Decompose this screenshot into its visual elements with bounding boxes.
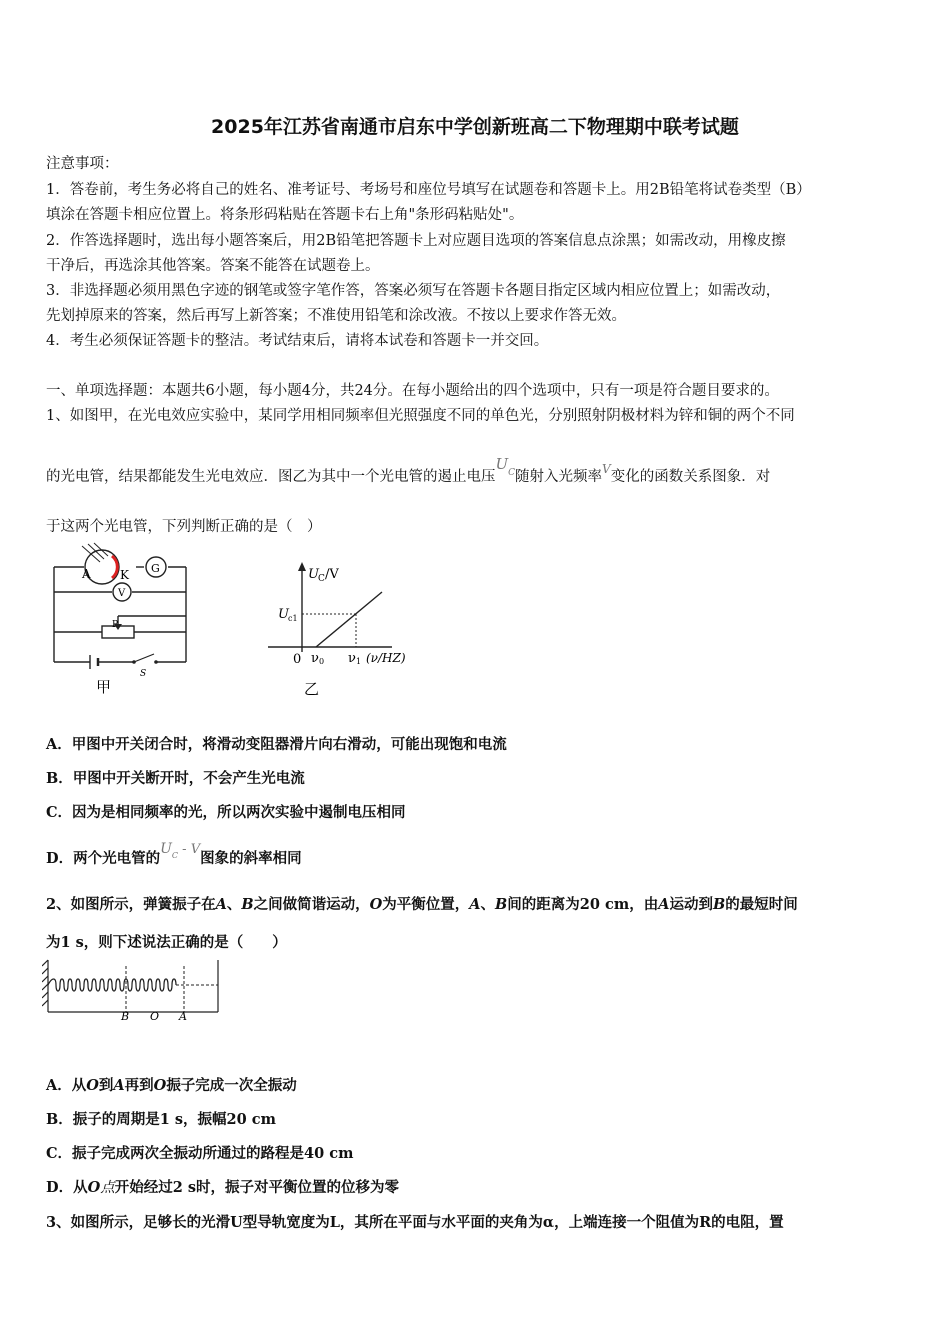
q1-option-c-text: C．因为是相同频率的光，所以两次实验中遏制电压相同 [46,804,406,821]
q2-var: A [215,896,227,913]
symbol-v: V [602,462,611,476]
q2-var: A [469,896,481,913]
wall-hatch [42,976,48,982]
uc-line [316,592,382,647]
q2-var: B [712,896,726,913]
q1-option-d-symbol-u: U [160,841,172,857]
q2-option-d-text: D．从 [46,1179,88,1196]
uc-frequency-graph [262,560,422,700]
caption-yi: 乙 [304,680,320,698]
v1-label-sub: 1 [356,657,362,666]
q2-option-d [46,1176,399,1197]
section-heading: 一、单项选择题：本题共6小题，每小题4分，共24分。在每小题给出的四个选项中，只有一项是符合题目要求的。 [46,383,779,399]
q2-text: 的最短时间 [725,896,798,913]
label-k: K [120,568,129,582]
y-arrow [298,562,306,571]
q2-text: 2、如图所示，弹簧振子在 [46,896,216,913]
q2-option-a-text: 再到 [124,1077,154,1094]
q1-line-3: 于这两个光电管，下列判断正确的是（ ） [46,519,322,535]
q1-option-b [46,767,305,788]
position-o-label: O [150,1010,160,1020]
wall-hatch [42,960,48,966]
q2-option-d-text: 开始经过2 s时，振子对平衡位置的位移为零 [114,1179,400,1196]
uc1-label: U [278,607,289,622]
notice-line-6: 先划掉原来的答案，然后再写上新答案；不准使用铅笔和涂改液。不按以上要求作答无效。 [46,308,626,324]
q1-option-d-text-b: 图象的斜率相同 [200,850,302,867]
q2-line-1 [46,893,798,914]
q2-text: 、 [226,896,242,913]
notice-line-3: 2．作答选择题时，选出每小题答案后，用2B铅笔把答题卡上对应题目选项的答案信息点涂黑；如需改动，用橡皮擦 [46,233,786,249]
wall-hatch [42,1000,48,1006]
q2-option-c: C．振子完成两次全振动所通过的路程是40 cm [46,1145,354,1162]
position-b-label: B [121,1010,130,1020]
q2-option-d-text-italic: 点 [100,1180,115,1196]
q1-line-1: 1、如图甲，在光电效应实验中，某同学用相同频率但光照强度不同的单色光，分别照射阴极材料为锌和铜的两个不同 [46,408,795,424]
v1-label: ν [348,651,356,666]
q1-option-a [46,733,507,754]
circuit-diagram [44,542,194,702]
notice-line-1: 1．答卷前，考生务必将自己的姓名、准考证号、考场号和座位号填写在试题卷和答题卡上。用2B铅笔将试卷类型（B） [46,182,811,198]
wall-hatch [42,984,48,990]
y-axis-label: U [308,567,319,582]
label-p: P [112,620,119,630]
q2-var: A [658,896,670,913]
notice-heading: 注意事项： [46,156,119,172]
q2-text: 运动到 [669,896,713,913]
q2-option-a-text: A．从 [46,1077,87,1094]
q2-text: 间的距离为20 cm，由 [507,896,659,913]
y-axis-unit: /V [325,567,339,582]
q1-option-b-text: B．甲图中开关断开时，不会产生光电流 [46,770,305,787]
q1-option-d-symbol-v: V [190,842,201,857]
q3-line-1: 3、如图所示，足够长的光滑U型导轨宽度为L，其所在平面与水平面的夹角为α，上端连接一个阻值为R的电阻，置 [46,1214,784,1231]
q1-option-a-text: A．甲图中开关闭合时，将滑动变阻器滑片向右滑动，可能出现饱和电流 [46,736,507,753]
q2-var: B [241,896,254,913]
label-g: G [151,562,160,575]
y-axis-label-sub: C [318,574,325,584]
q1-option-d-text-a: D．两个光电管的 [46,850,161,867]
q2-line-2: 为1 s，则下述说法正确的是（ ） [46,934,287,951]
notice-line-7: 4．考生必须保证答题卡的整洁。考试结束后，请将本试卷和答题卡一并交回。 [46,333,549,349]
notice-line-5: 3．非选择题必须用黑色字迹的钢笔或签字笔作答，答案必须写在答题卡各题目指定区域内相应位置上；如需改动， [46,283,781,299]
q2-text: 为平衡位置， [382,896,470,913]
label-s: S [140,669,147,679]
position-a-label: A [179,1010,187,1020]
v0-label: ν [311,651,319,666]
switch-contact [154,660,158,664]
q2-option-b: B．振子的周期是1 s，振幅20 cm [46,1111,276,1128]
q2-var: O [369,896,383,913]
q1-option-d-symbol-sub: C [171,851,179,860]
q1-line-2-text-a: 的光电管，结果都能发生光电效应．图乙为其中一个光电管的遏止电压 [46,469,496,485]
notice-line-2: 填涂在答题卡相应位置上。将条形码粘贴在答题卡右上角"条形码粘贴处"。 [46,207,524,223]
q1-option-d [46,841,302,868]
label-v: V [118,588,126,599]
notice-line-4: 干净后，再选涂其他答案。答案不能答在试题卷上。 [46,258,380,274]
page-title: 2025年江苏省南通市启东中学创新班高二下物理期中联考试题 [211,116,739,138]
q1-line-2-text-b: 随射入光频率 [515,469,603,485]
wall-hatch [42,968,48,974]
spring-oscillator-diagram [42,958,224,1020]
q2-option-d-var: O [87,1179,101,1196]
q2-var: B [495,896,508,913]
label-a: A [82,567,91,581]
q2-option-a-var: A [113,1077,125,1094]
uc1-label-sub: c1 [288,614,298,623]
x-axis-unit: (ν/HZ) [366,651,406,665]
q1-line-2 [46,455,771,486]
symbol-uc: U [495,455,509,473]
q1-line-2-text-c: 变化的函数关系图象．对 [610,469,771,485]
q2-text: 、 [480,896,496,913]
q1-option-c [46,801,406,822]
v0-label-sub: 0 [319,657,325,666]
switch-lever [134,654,154,662]
caption-jia: 甲 [96,678,112,696]
q2-option-a-text: 振子完成一次全振动 [166,1077,297,1094]
spring [48,979,176,991]
q2-option-a-text: 到 [98,1077,114,1094]
q2-option-a-var: O [153,1077,167,1094]
symbol-uc-sub: C [508,468,516,478]
origin-label: 0 [293,652,302,667]
q2-option-a [46,1074,297,1095]
wall-hatch [42,992,48,998]
q1-option-d-dash: - [178,842,191,857]
q2-option-a-var: O [86,1077,99,1094]
q2-text: 之间做简谐运动， [253,896,370,913]
